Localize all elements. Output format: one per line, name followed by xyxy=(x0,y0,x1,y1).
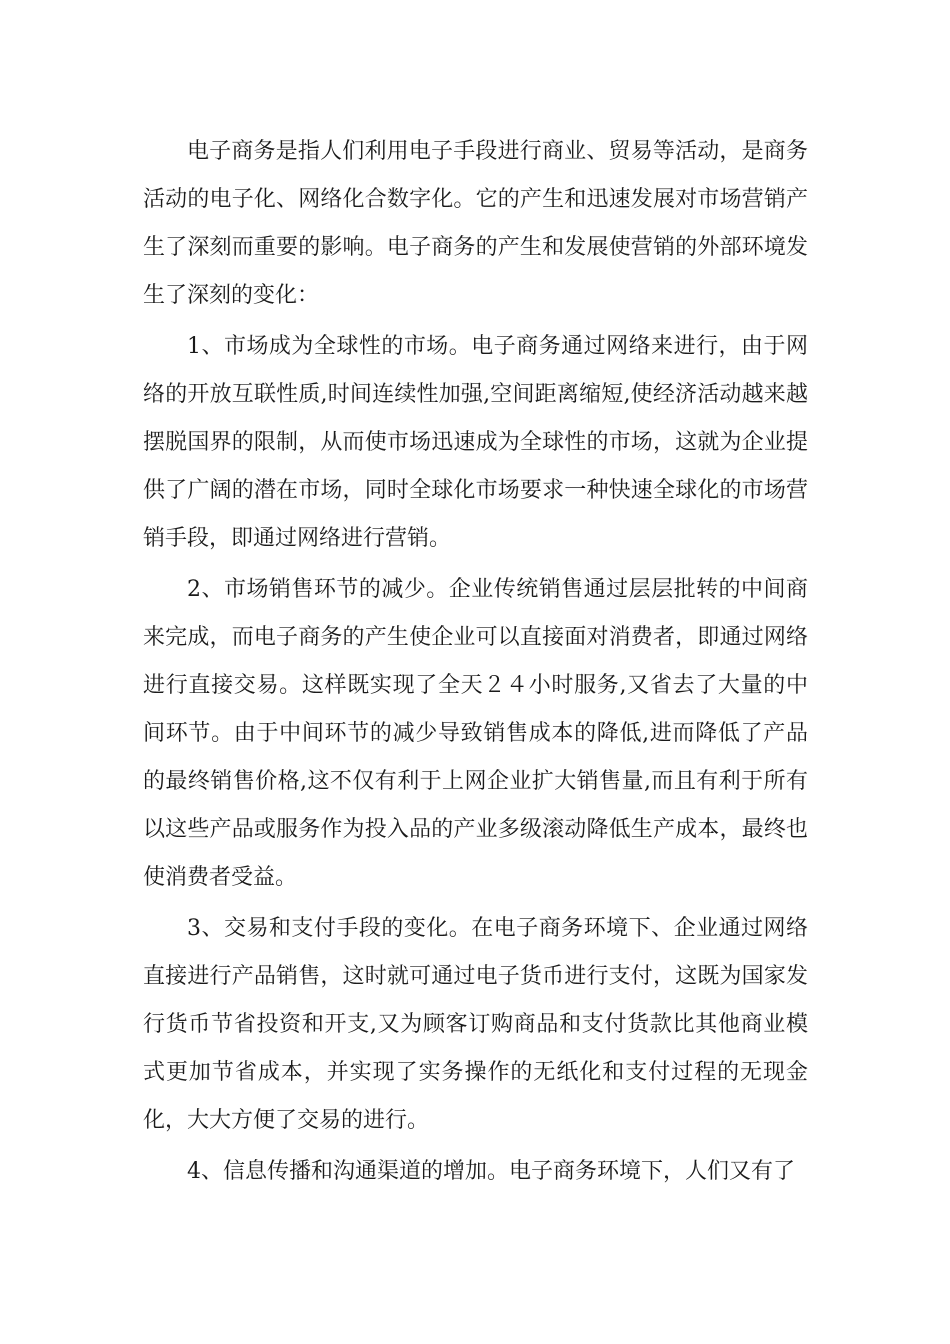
paragraph-sales-links: 2、市场销售环节的减少。企业传统销售通过层层批转的中间商来完成，而电子商务的产生使企业可以直接面对消费者，即通过网络进行直接交易。这样既实现了全天２４小时服务,又省去了大量的中间环节。由于中间环节的减少导致销售成本的降低,进而降低了产品的最终销售价格,这不仅有利于上网企业扩大销售量,而且有利于所有以这些产品或服务作为投入品的产业多级滚动降低生产成本，最终也使消费者受益。 xyxy=(143,577,808,890)
paragraph-global-market: 1、市场成为全球性的市场。电子商务通过网络来进行，由于网络的开放互联性质,时间连续性加强,空间距离缩短,使经济活动越来越摆脱国界的限制，从而使市场迅速成为全球性的市场，这就为企业提供了广阔的潜在市场，同时全球化市场要求一种快速全球化的市场营销手段，即通过网络进行营销。 xyxy=(143,334,808,551)
paragraph-information-channels: 4、信息传播和沟通渠道的增加。电子商务环境下，人们又有了 xyxy=(187,1159,795,1184)
paragraph-payment: 3、交易和支付手段的变化。在电子商务环境下、企业通过网络直接进行产品销售，这时就可通过电子货币进行支付，这既为国家发行货币节省投资和开支,又为顾客订购商品和支付货款比其他商业模式更加节省成本，并实现了实务操作的无纸化和支付过程的无现金化，大大方便了交易的进行。 xyxy=(143,916,808,1133)
paragraph-intro: 电子商务是指人们利用电子手段进行商业、贸易等活动，是商务活动的电子化、网络化合数字化。它的产生和迅速发展对市场营销产生了深刻而重要的影响。电子商务的产生和发展使营销的外部环境发生了深刻的变化： xyxy=(143,139,808,308)
document-body xyxy=(143,128,808,1199)
